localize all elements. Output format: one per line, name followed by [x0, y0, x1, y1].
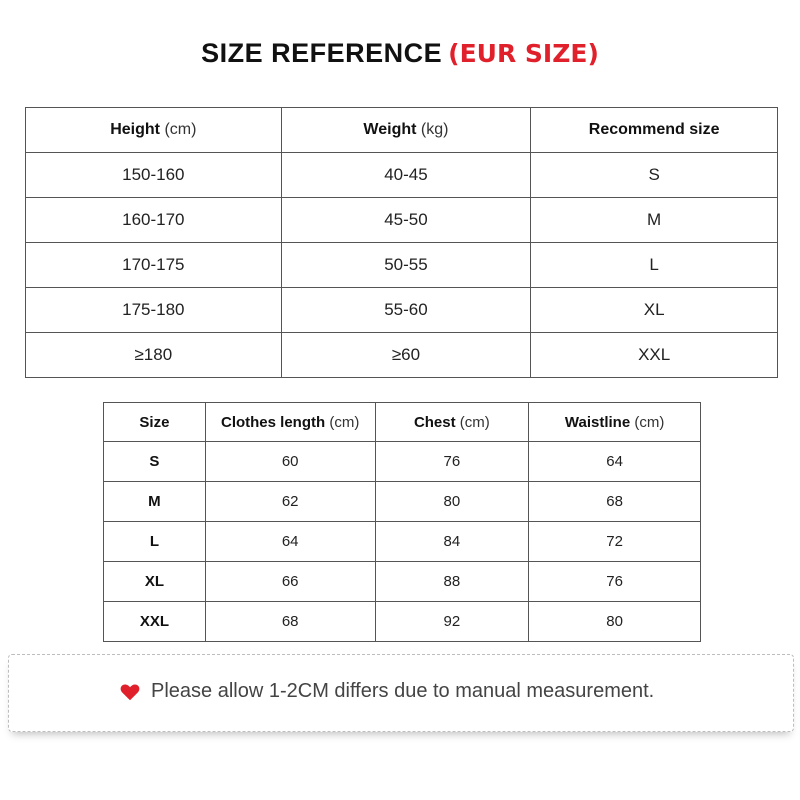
heart-icon [119, 681, 141, 703]
recommend-size-cell: XL [531, 288, 778, 333]
table-header-row [104, 403, 701, 442]
column-header: Height (cm) [26, 108, 282, 153]
table-row [104, 602, 701, 642]
table-row [26, 243, 778, 288]
column-header: Clothes length (cm) [205, 403, 375, 442]
table-row [26, 333, 778, 378]
measurement-table [103, 402, 701, 642]
measurement-note [8, 654, 794, 732]
column-header: Chest (cm) [375, 403, 529, 442]
table-row [104, 562, 701, 602]
weight-cell: 45-50 [281, 198, 531, 243]
recommend-size-cell: M [531, 198, 778, 243]
size-cell: S [104, 442, 206, 482]
clothes-length-cell: 62 [205, 482, 375, 522]
chest-cell: 84 [375, 522, 529, 562]
column-header: Weight (kg) [281, 108, 531, 153]
height-cell: 160-170 [26, 198, 282, 243]
clothes-length-cell: 68 [205, 602, 375, 642]
title-sub: (EUR SIZE) [448, 39, 599, 68]
size-cell: M [104, 482, 206, 522]
chest-cell: 76 [375, 442, 529, 482]
note-text: Please allow 1-2CM differs due to manual measurement. [151, 680, 655, 702]
size-reference-table [25, 107, 778, 378]
column-header: Size [104, 403, 206, 442]
height-cell: ≥180 [26, 333, 282, 378]
waistline-cell: 72 [529, 522, 701, 562]
recommend-size-cell: L [531, 243, 778, 288]
clothes-length-cell: 60 [205, 442, 375, 482]
recommend-size-cell: S [531, 153, 778, 198]
waistline-cell: 80 [529, 602, 701, 642]
size-cell: XXL [104, 602, 206, 642]
weight-cell: 55-60 [281, 288, 531, 333]
clothes-length-cell: 66 [205, 562, 375, 602]
page-title [0, 38, 800, 69]
waistline-cell: 68 [529, 482, 701, 522]
title-main: SIZE REFERENCE [201, 38, 443, 68]
height-cell: 175-180 [26, 288, 282, 333]
chest-cell: 80 [375, 482, 529, 522]
waistline-cell: 76 [529, 562, 701, 602]
table-row [104, 522, 701, 562]
height-cell: 150-160 [26, 153, 282, 198]
weight-cell: 40-45 [281, 153, 531, 198]
table-row [104, 442, 701, 482]
height-cell: 170-175 [26, 243, 282, 288]
chest-cell: 92 [375, 602, 529, 642]
weight-cell: ≥60 [281, 333, 531, 378]
size-cell: XL [104, 562, 206, 602]
waistline-cell: 64 [529, 442, 701, 482]
table-row [26, 198, 778, 243]
clothes-length-cell: 64 [205, 522, 375, 562]
chest-cell: 88 [375, 562, 529, 602]
column-header: Recommend size [531, 108, 778, 153]
table-header-row [26, 108, 778, 153]
recommend-size-cell: XXL [531, 333, 778, 378]
table-row [26, 288, 778, 333]
column-header: Waistline (cm) [529, 403, 701, 442]
table-row [104, 482, 701, 522]
size-cell: L [104, 522, 206, 562]
table-row [26, 153, 778, 198]
weight-cell: 50-55 [281, 243, 531, 288]
